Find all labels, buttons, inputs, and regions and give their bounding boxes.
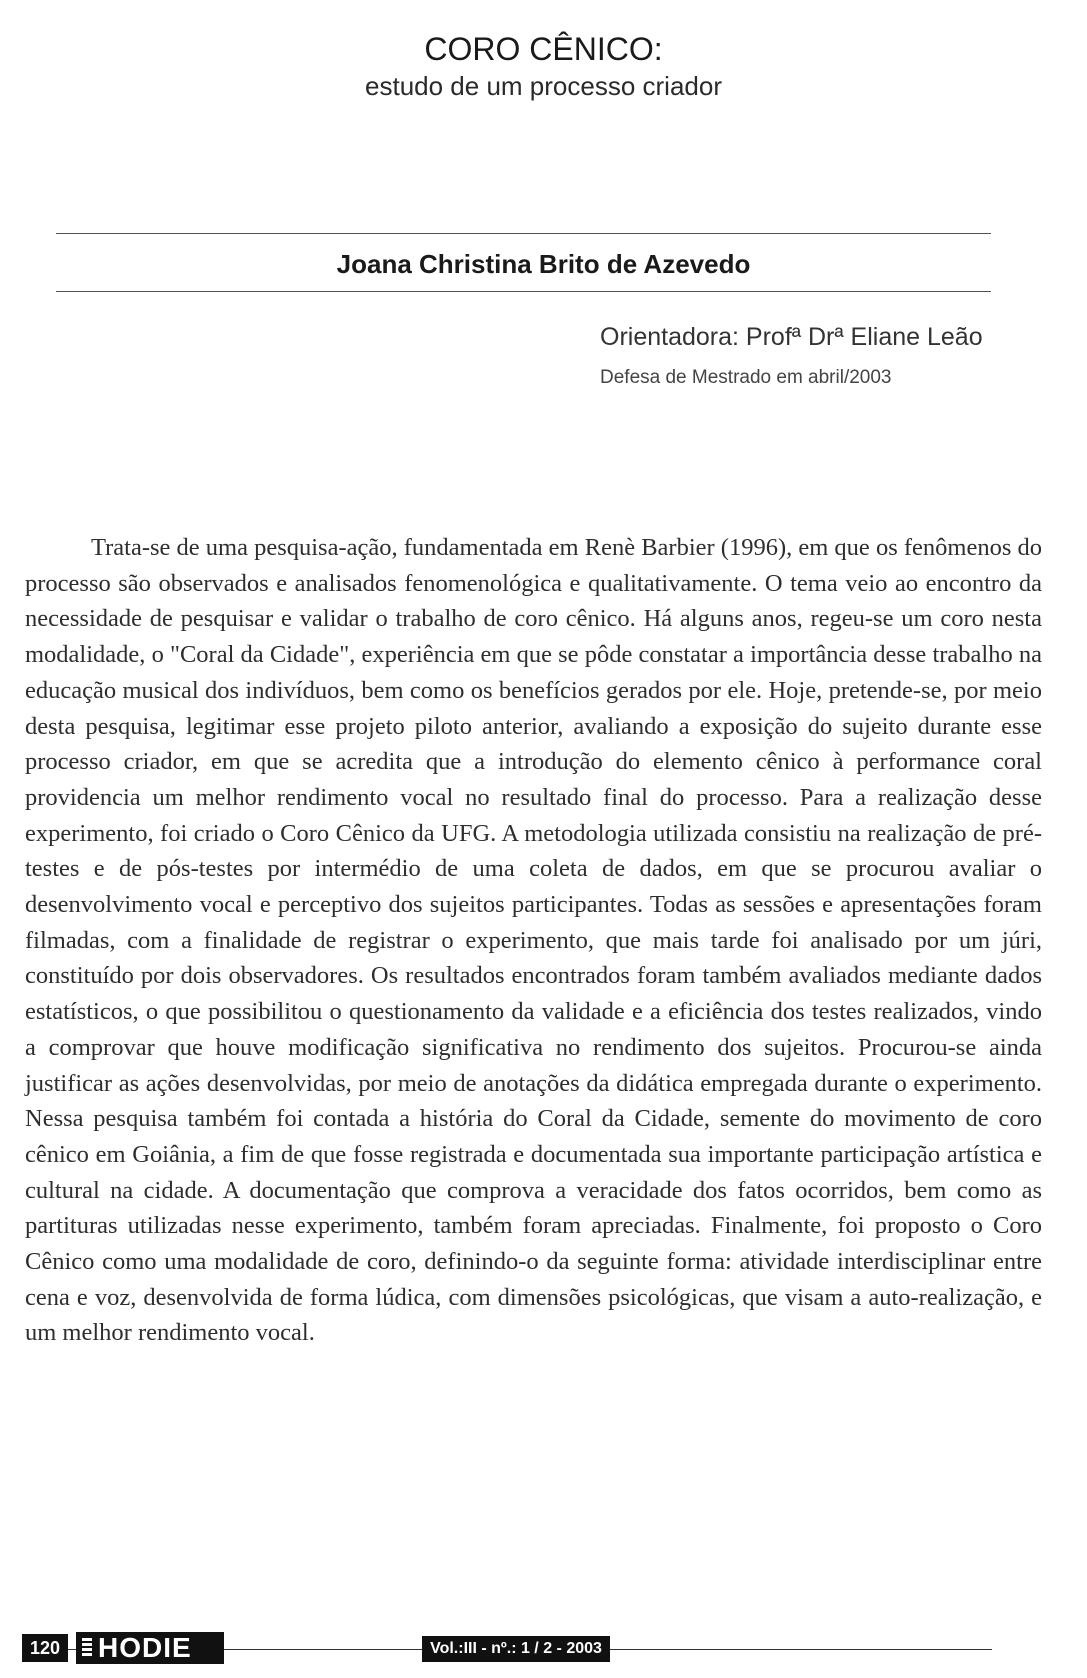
volume-label: Vol.:III - nº.: 1 / 2 - 2003 bbox=[422, 1636, 610, 1662]
article-title: CORO CÊNICO: bbox=[424, 31, 663, 67]
page-footer bbox=[22, 1632, 1072, 1666]
author-rule-bottom bbox=[56, 291, 991, 292]
page-number: 120 bbox=[22, 1634, 68, 1662]
author-name: Joana Christina Brito de Azevedo bbox=[336, 249, 751, 279]
defense-line: Defesa de Mestrado em abril/2003 bbox=[600, 367, 892, 388]
author-rule-top bbox=[56, 233, 991, 234]
advisor-line: Orientadora: Profª Drª Eliane Leão bbox=[600, 323, 983, 351]
abstract-paragraph: Trata-se de uma pesquisa-ação, fundamentada em Renè Barbier (1996), em que os fenômenos do processo são observados e analisados fenomenológica e qualitativamente. O tema veio ao encontro da necessidade de pesquisar e validar o trabalho de coro cênico. Há alguns anos, regeu-se um coro nesta modalidade, o "Coral da Cidade", experiência em que se pôde constatar a importância desse trabalho na educação musical dos indivíduos, bem como os benefícios gerados por ele. Hoje, pretende-se, por meio desta pesquisa, legitimar esse projeto piloto anterior, avaliando a exposição do sujeito durante esse processo criador, em que se acredita que a introdução do elemento cênico à performance coral providencia um melhor rendimento vocal no resultado final do processo. Para a realização desse experimento, foi criado o Coro Cênico da UFG. A metodologia utilizada consistiu na realização de pré-testes e de pós-testes por intermédio de uma coleta de dados, em que se procurou avaliar o desenvolvimento vocal e perceptivo dos sujeitos participantes. Todas as sessões e apresentações foram filmadas, com a finalidade de registrar o experimento, que mais tarde foi analisado por um júri, constituído por dois observadores. Os resultados encontrados foram também avaliados mediante dados estatísticos, o que possibilitou o questionamento da validade e a eficiência dos testes realizados, vindo a comprovar que houve modificação significativa no rendimento dos sujeitos. Procurou-se ainda justificar as ações desenvolvidas, por meio de anotações da didática empregada durante o experimento. Nessa pesquisa também foi contada a história do Coral da Cidade, semente do movimento de coro cênico em Goiânia, a fim de que fosse registrada e documentada sua importante participação artística e cultural na cidade. A documentação que comprova a veracidade dos fatos ocorridos, bem como as partituras utilizadas nesse experimento, também foram apreciadas. Finalmente, foi proposto o Coro Cênico como uma modalidade de coro, definindo-o da seguinte forma: atividade interdisciplinar entre cena e voz, desenvolvida de forma lúdica, com dimensões psicológicas, que visam a auto-realização, e um melhor rendimento vocal. bbox=[25, 534, 1042, 1347]
journal-logo-mark-icon bbox=[82, 1638, 92, 1658]
article-subtitle: estudo de um processo criador bbox=[365, 71, 722, 101]
journal-logo: HODIE bbox=[76, 1632, 224, 1664]
